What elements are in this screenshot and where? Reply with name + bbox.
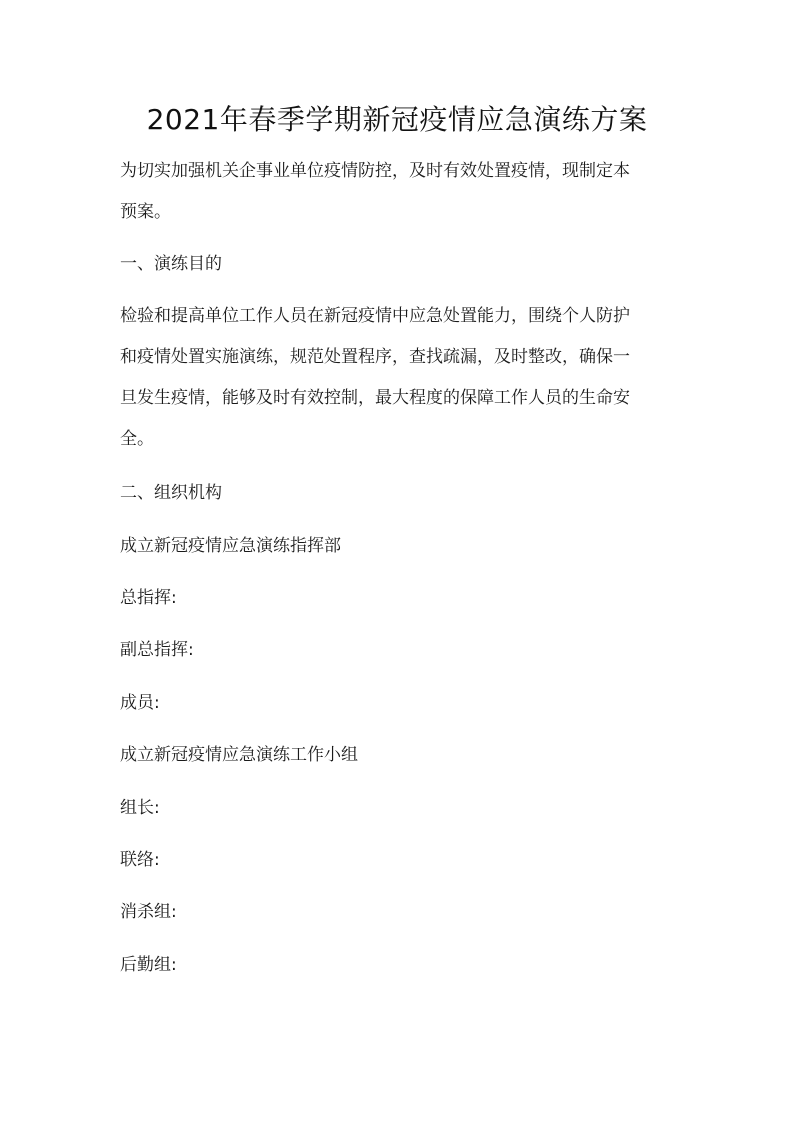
document-title: 2021年春季学期新冠疫情应急演练方案: [146, 103, 648, 136]
deputy-commander-label: 副总指挥:: [120, 640, 194, 660]
members-label: 成员:: [120, 693, 160, 713]
section2-heading: 二、组织机构: [120, 483, 222, 503]
commander-label: 总指挥:: [120, 588, 177, 608]
hq-title: 成立新冠疫情应急演练指挥部: [120, 536, 341, 556]
section1-line-1: 检验和提高单位工作人员在新冠疫情中应急处置能力，围绕个人防护: [120, 306, 630, 326]
section1-line-4: 全。: [120, 429, 154, 449]
liaison-label: 联络:: [120, 850, 160, 870]
section1-line-3: 旦发生疫情，能够及时有效控制，最大程度的保障工作人员的生命安: [120, 388, 630, 408]
workgroup-title: 成立新冠疫情应急演练工作小组: [120, 745, 358, 765]
intro-line-2: 预案。: [120, 202, 171, 222]
section1-line-2: 和疫情处置实施演练，规范处置程序，查找疏漏，及时整改，确保一: [120, 347, 630, 367]
section1-heading: 一、演练目的: [120, 254, 222, 274]
disinfection-group-label: 消杀组:: [120, 902, 177, 922]
leader-label: 组长:: [120, 798, 160, 818]
intro-line-1: 为切实加强机关企事业单位疫情防控，及时有效处置疫情，现制定本: [120, 161, 630, 181]
logistics-group-label: 后勤组:: [120, 955, 177, 975]
